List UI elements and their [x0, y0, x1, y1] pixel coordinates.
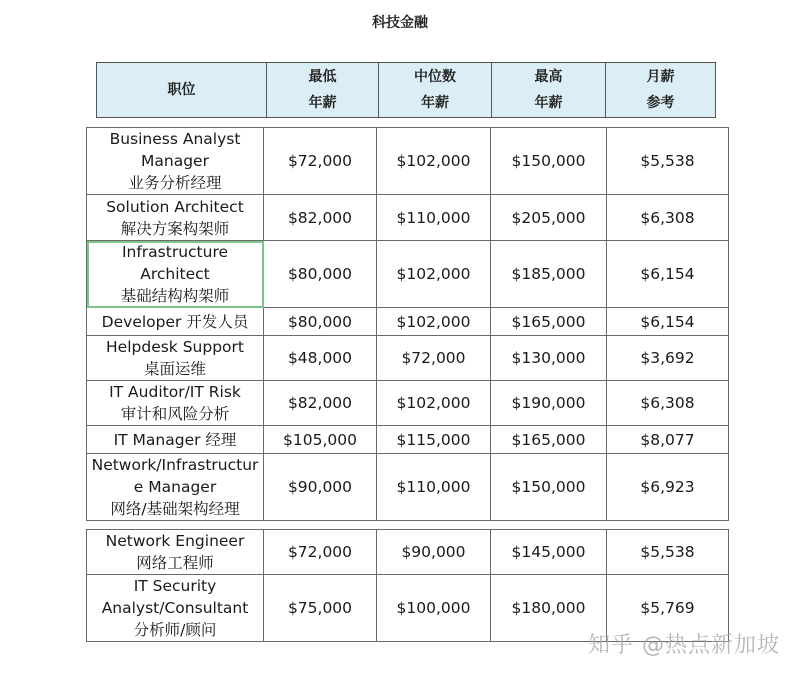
position-cn: 网络工程师 — [136, 554, 214, 572]
cell-max: $130,000 — [491, 336, 607, 381]
cell-monthly: $6,923 — [607, 454, 729, 521]
header-position: 职位 — [97, 63, 267, 118]
cell-median: $110,000 — [377, 454, 491, 521]
cell-monthly: $6,308 — [607, 381, 729, 426]
cell-min: $48,000 — [264, 336, 377, 381]
cell-monthly: $5,769 — [607, 575, 729, 642]
header-max-line1: 最高 — [534, 69, 563, 85]
table-row — [87, 381, 729, 426]
position-cn: 基础结构构架师 — [120, 287, 230, 305]
cell-position — [87, 454, 264, 521]
position-cn: 业务分析经理 — [128, 174, 222, 192]
position-cn: 桌面运维 — [143, 360, 206, 378]
gap-cell — [87, 521, 729, 530]
cell-max: $190,000 — [491, 381, 607, 426]
table-header — [96, 62, 716, 118]
cell-median: $110,000 — [377, 195, 491, 241]
position-cn: 分析师/顾问 — [133, 621, 217, 639]
header-median-line2: 年薪 — [421, 95, 449, 111]
position-en-line: Solution Architect — [106, 197, 244, 216]
table-gap — [87, 521, 729, 530]
position-en-line: IT Security — [133, 577, 217, 595]
position-en-line: Developer 开发人员 — [101, 312, 249, 331]
position-cn: 解决方案构架师 — [120, 219, 230, 238]
header-min-salary — [267, 63, 379, 118]
header-max-line2: 年薪 — [534, 95, 563, 111]
cell-max: $165,000 — [491, 308, 607, 336]
cell-monthly: $3,692 — [607, 336, 729, 381]
cell-min: $72,000 — [264, 530, 377, 575]
table-row — [87, 530, 729, 575]
position-en-line: Business Analyst — [109, 130, 241, 148]
cell-max: $150,000 — [491, 454, 607, 521]
position-en-line: Network Engineer — [105, 532, 245, 550]
header-median-salary — [379, 63, 492, 118]
table-row — [87, 426, 729, 454]
cell-median: $90,000 — [377, 530, 491, 575]
page-title: 科技金融 — [372, 15, 428, 31]
position-en-line: Manager — [141, 152, 209, 170]
cell-monthly: $6,154 — [607, 241, 729, 308]
cell-max: $150,000 — [491, 128, 607, 195]
cell-max: $145,000 — [491, 530, 607, 575]
cell-min: $90,000 — [264, 454, 377, 521]
cell-max: $205,000 — [491, 195, 607, 241]
header-monthly-line2: 参考 — [646, 95, 675, 111]
position-en-line: Network/Infrastructur — [91, 456, 259, 474]
cell-monthly: $5,538 — [607, 128, 729, 195]
cell-min: $105,000 — [264, 426, 377, 454]
cell-median: $115,000 — [377, 426, 491, 454]
cell-max: $165,000 — [491, 426, 607, 454]
cell-position — [87, 381, 264, 426]
cell-monthly: $6,154 — [607, 308, 729, 336]
cell-monthly: $8,077 — [607, 426, 729, 454]
cell-max: $180,000 — [491, 575, 607, 642]
position-en-line: Infrastructure — [121, 243, 229, 261]
position-cn: 网络/基础架构经理 — [110, 500, 240, 518]
cell-median: $72,000 — [377, 336, 491, 381]
cell-median: $100,000 — [377, 575, 491, 642]
cell-position — [87, 336, 264, 381]
cell-monthly: $6,308 — [607, 195, 729, 241]
position-en-line: Helpdesk Support — [106, 338, 244, 356]
cell-position — [87, 128, 264, 195]
cell-position — [87, 308, 264, 336]
header-median-line1: 中位数 — [414, 69, 456, 85]
cell-min: $75,000 — [264, 575, 377, 642]
cell-monthly: $5,538 — [607, 530, 729, 575]
cell-median: $102,000 — [377, 381, 491, 426]
cell-median: $102,000 — [377, 128, 491, 195]
cell-min: $80,000 — [264, 308, 377, 336]
table-row — [87, 336, 729, 381]
position-en-line: e Manager — [133, 478, 217, 496]
table-row — [87, 195, 729, 241]
position-en-line: Architect — [140, 265, 210, 283]
watermark: 知乎 @热点新加坡 — [588, 633, 780, 658]
table-row — [87, 308, 729, 336]
cell-position — [87, 241, 264, 308]
salary-table — [86, 127, 729, 642]
header-monthly-salary — [606, 63, 716, 118]
position-cn: 审计和风险分析 — [120, 405, 230, 423]
cell-position — [87, 530, 264, 575]
header-min-line2: 年薪 — [308, 95, 337, 111]
table-row — [87, 241, 729, 308]
cell-median: $102,000 — [377, 241, 491, 308]
cell-position — [87, 575, 264, 642]
cell-position — [87, 426, 264, 454]
cell-position — [87, 195, 264, 241]
cell-min: $80,000 — [264, 241, 377, 308]
table-row — [87, 454, 729, 521]
position-en-line: IT Auditor/IT Risk — [109, 383, 241, 401]
position-en-line: Analyst/Consultant — [101, 599, 249, 617]
cell-median: $102,000 — [377, 308, 491, 336]
header-max-salary — [492, 63, 606, 118]
cell-min: $72,000 — [264, 128, 377, 195]
header-monthly-line1: 月薪 — [646, 69, 675, 85]
position-en-line: IT Manager 经理 — [113, 430, 237, 449]
cell-min: $82,000 — [264, 195, 377, 241]
cell-max: $185,000 — [491, 241, 607, 308]
table-row — [87, 128, 729, 195]
header-min-line1: 最低 — [308, 69, 337, 85]
cell-min: $82,000 — [264, 381, 377, 426]
